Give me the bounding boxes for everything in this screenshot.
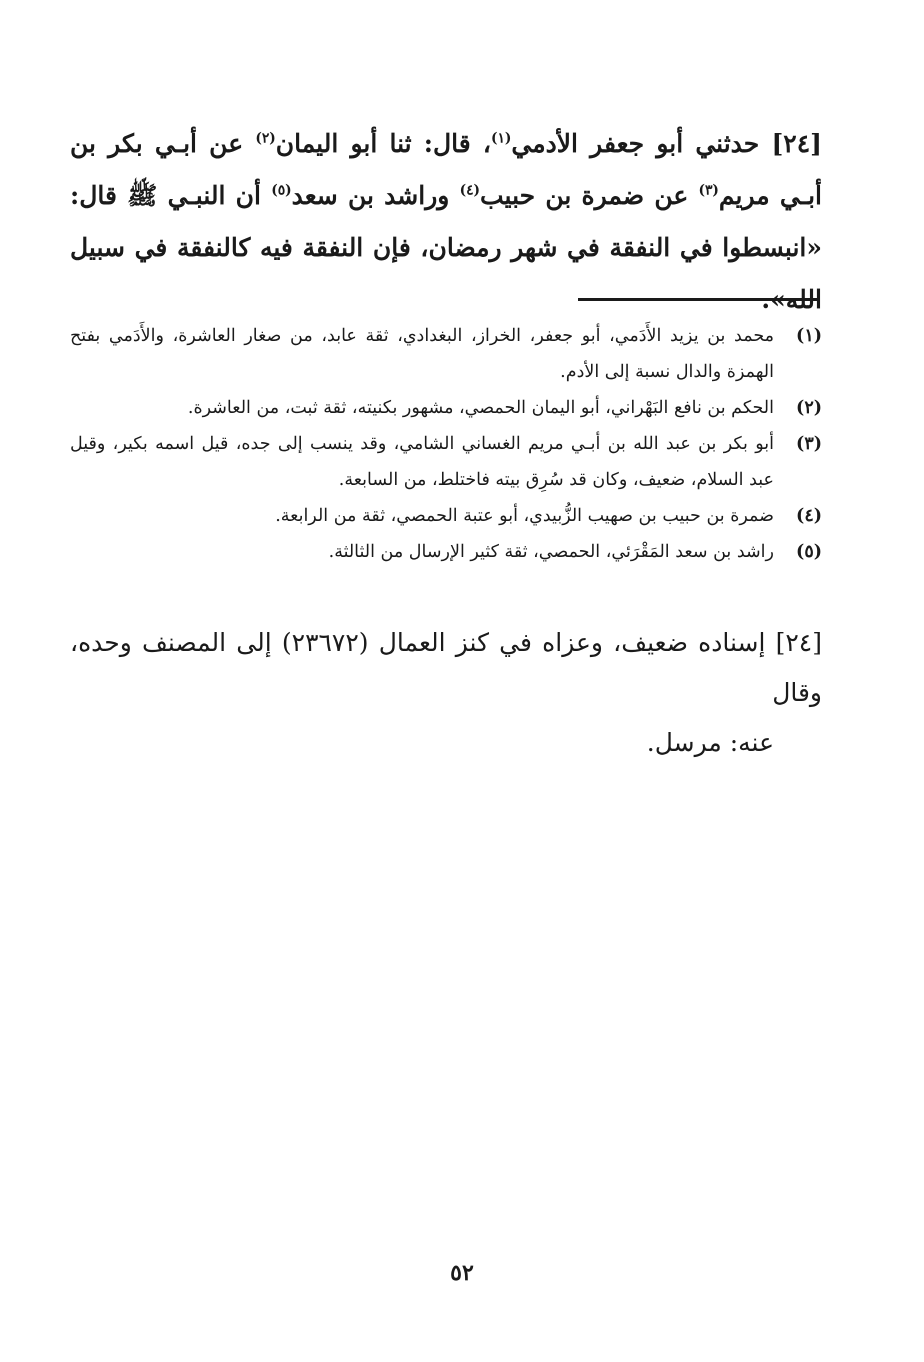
hadith-segment-1: حدثني أبو جعفر الأدمي — [511, 129, 760, 158]
footnote-number: (٥) — [796, 542, 822, 562]
page-number: ٥٢ — [450, 1260, 474, 1286]
footnote-text: الحكم بن نافع البَهْراني، أبو اليمان الحمصي، مشهور بكنيته، ثقة ثبت، من العاشرة. — [187, 398, 774, 418]
footnote-text: محمد بن يزيد الأَدَمي، أبو جعفر، الخراز، البغدادي، ثقة عابد، من صغار العاشرة، والأَدَمي بفتح الهمزة والدال نسبة إلى الأدم. — [70, 326, 774, 382]
hadith-segment-5: وراشد بن سعد — [291, 181, 460, 210]
footnotes-section — [70, 318, 822, 570]
footnote-ref-3[interactable]: (٣) — [698, 182, 719, 199]
footnote-ref-1[interactable]: (١) — [491, 130, 512, 147]
footnote-number: (٣) — [796, 434, 822, 454]
footnote-separator — [578, 298, 820, 301]
footnote-2 — [70, 390, 822, 426]
hadith-segment-4: عن ضمرة بن حبيب — [480, 181, 699, 210]
hadith-segment-3: عن أبـي بكر بن أبـي مريم — [70, 129, 822, 210]
footnote-text: أبو بكر بن عبد الله بن أبـي مريم الغساني الشامي، وقد ينسب إلى جده، قيل اسمه بكير، وقيل عبد السلام، ضعيف، وكان قد سُرِق بيته فاختلط، من السابعة. — [70, 434, 774, 490]
takhrij-number: [٢٤] — [775, 628, 822, 657]
footnote-text: راشد بن سعد المَقْرَئي، الحمصي، ثقة كثير الإرسال من الثالثة. — [328, 542, 774, 562]
footnote-ref-4[interactable]: (٤) — [459, 182, 480, 199]
footnote-1 — [70, 318, 822, 390]
footnote-number: (١) — [796, 326, 822, 346]
takhrij-line-2: عنه: مرسل. — [646, 728, 774, 757]
footnote-4 — [70, 498, 822, 534]
takhrij-note — [70, 618, 822, 768]
footnote-number: (٢) — [796, 398, 822, 418]
hadith-number: [٢٤] — [771, 129, 822, 158]
footnote-5 — [70, 534, 822, 570]
hadith-segment-6: أن النبـي ﷺ قال: «انبسطوا في النفقة في شهر رمضان، فإن النفقة فيه كالنفقة في سبيل الله». — [70, 181, 822, 314]
footnote-number: (٤) — [796, 506, 822, 526]
hadith-segment-2: ، قال: ثنا أبو اليمان — [275, 129, 491, 158]
footnote-ref-2[interactable]: (٢) — [255, 130, 276, 147]
footnote-3 — [70, 426, 822, 498]
takhrij-line-1: إسناده ضعيف، وعزاه في كنز العمال (٢٣٦٧٢) إلى المصنف وحده، وقال — [70, 628, 822, 707]
footnote-text: ضمرة بن حبيب بن صهيب الزُّبيدي، أبو عتبة الحمصي، ثقة من الرابعة. — [275, 506, 774, 526]
footnote-ref-5[interactable]: (٥) — [271, 182, 292, 199]
hadith-text — [70, 118, 822, 326]
